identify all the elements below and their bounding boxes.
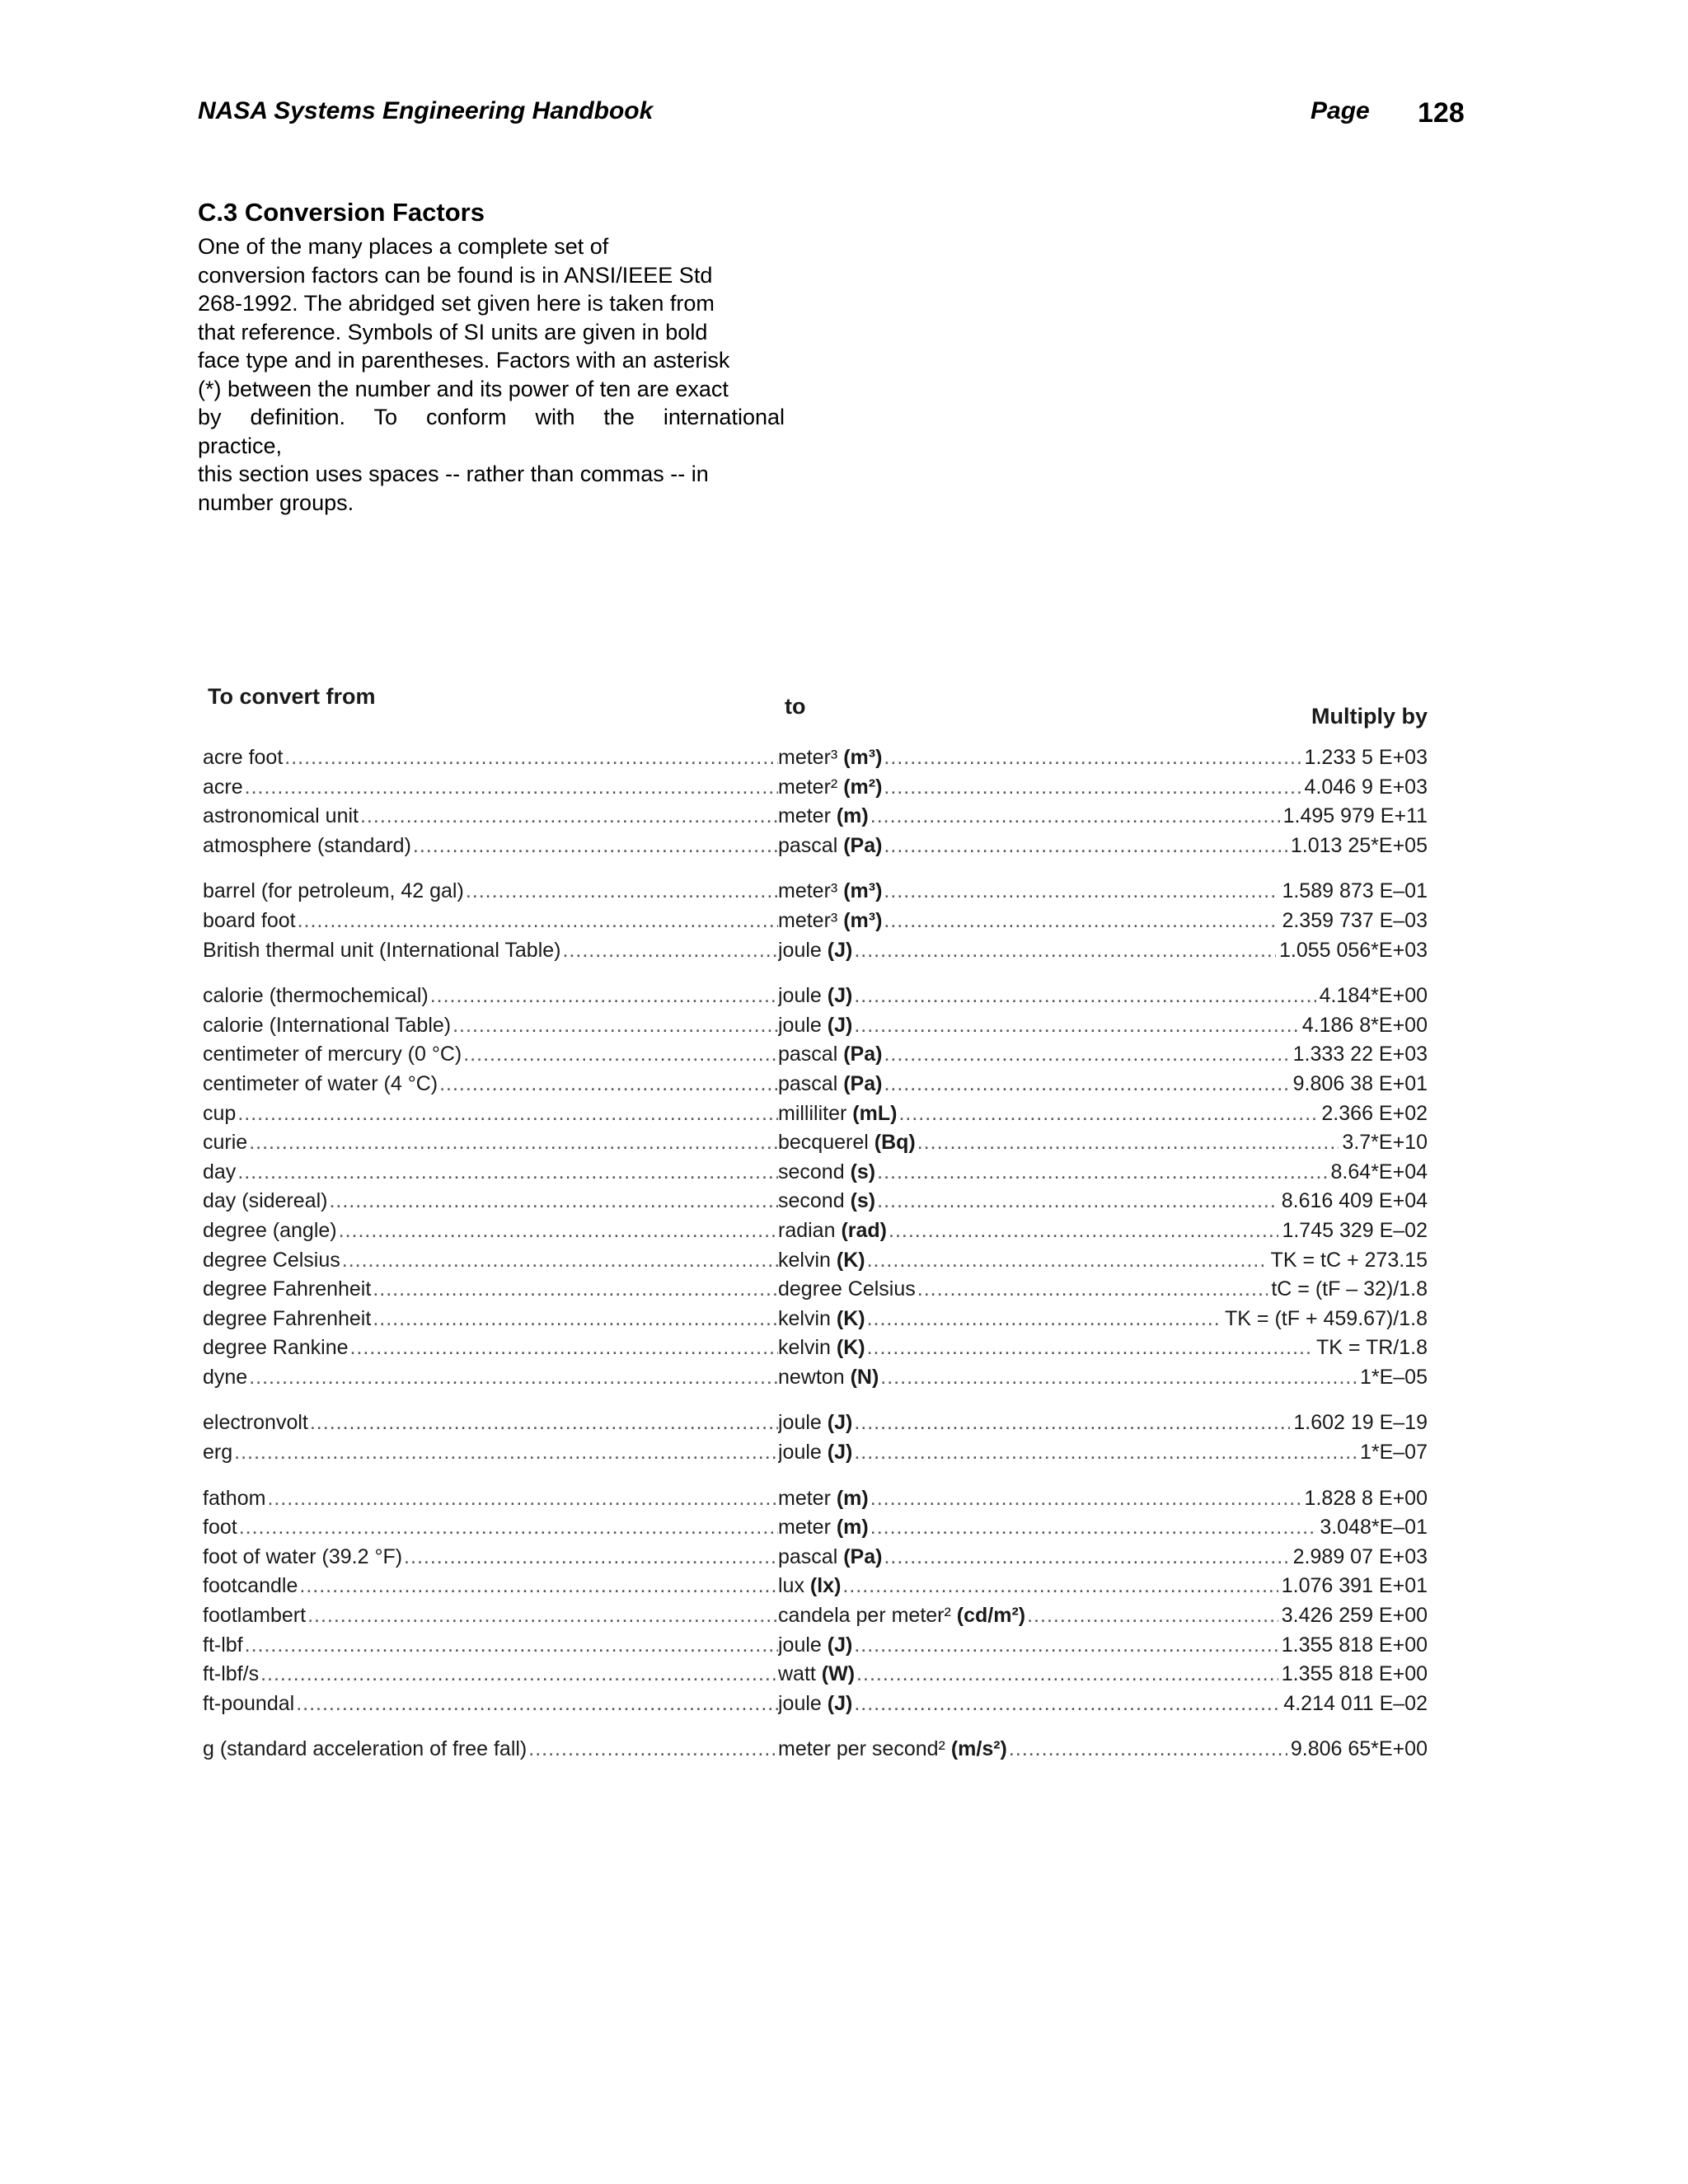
from-unit: board foot: [203, 908, 296, 932]
to-unit: [778, 909, 884, 932]
si-symbol: (mL): [852, 1101, 898, 1125]
to-unit-name: meter³: [778, 908, 844, 932]
table-row: [191, 1660, 1428, 1690]
to-unit-cell: [778, 1128, 1404, 1158]
from-unit-cell: [203, 1187, 780, 1216]
from-unit-cell: [203, 1408, 780, 1438]
si-symbol: (m³): [843, 908, 883, 932]
to-unit-name: radian: [778, 1218, 842, 1242]
multiply-factor: 4.214 011 E–02: [1280, 1690, 1428, 1719]
table-row: [191, 1333, 1428, 1363]
to-unit-cell: [778, 1158, 1404, 1188]
header-to: to: [785, 694, 806, 719]
si-symbol: (Bq): [874, 1131, 916, 1155]
multiply-factor: 8.64*E+04: [1328, 1158, 1428, 1188]
to-unit-name: pascal: [778, 1071, 844, 1095]
from-unit: centimeter of water (4 °C): [203, 1071, 438, 1095]
table-body: [191, 743, 1428, 1765]
from-unit: ft-poundal: [203, 1691, 295, 1715]
intro-line: 268-1992. The abridged set given here is taken from: [198, 291, 715, 316]
intro-line: face type and in parentheses. Factors with an asterisk: [198, 348, 730, 373]
si-symbol: (Pa): [843, 833, 883, 857]
from-unit: calorie (thermochemical): [203, 984, 429, 1008]
from-unit: barrel (for petroleum, 42 gal): [203, 879, 464, 903]
multiply-factor: 1.013 25*E+05: [1287, 832, 1428, 861]
to-unit-name: milliliter: [778, 1101, 853, 1125]
to-unit: [778, 1307, 867, 1330]
to-unit: [778, 1737, 1009, 1760]
table-row: [191, 1305, 1428, 1334]
to-unit: [778, 746, 884, 769]
to-unit-name: meter³: [778, 746, 844, 769]
table-group: [191, 877, 1428, 965]
table-group: [191, 743, 1428, 860]
table-row: [191, 1246, 1428, 1276]
table-row: [191, 1484, 1428, 1514]
to-unit-cell: [778, 1363, 1404, 1393]
from-unit: erg: [203, 1441, 233, 1465]
multiply-factor: 2.359 737 E–03: [1278, 907, 1428, 936]
si-symbol: (J): [827, 938, 853, 962]
to-unit: [778, 1043, 884, 1066]
to-unit-cell: [778, 1333, 1404, 1363]
to-unit: [778, 1014, 854, 1037]
table-group: [191, 1484, 1428, 1719]
from-unit-cell: [203, 1543, 780, 1572]
multiply-factor: tC = (tF – 32)/1.8: [1268, 1275, 1428, 1305]
si-symbol: (m³): [843, 879, 883, 903]
multiply-factor: 1.355 818 E+00: [1278, 1631, 1428, 1661]
from-unit: day (sidereal): [203, 1189, 328, 1213]
table-row: [191, 1438, 1428, 1468]
si-symbol: (J): [827, 1441, 853, 1465]
multiply-factor: 1.055 056*E+03: [1276, 936, 1428, 966]
to-unit: [778, 834, 884, 857]
from-unit-cell: [203, 1513, 780, 1543]
to-unit-cell: [778, 1099, 1404, 1129]
to-unit: [778, 984, 854, 1007]
intro-line: number groups.: [198, 490, 354, 515]
multiply-factor: 2.366 E+02: [1318, 1099, 1428, 1129]
si-symbol: (rad): [841, 1218, 888, 1242]
from-unit-cell: [203, 907, 780, 936]
to-unit: [778, 1516, 870, 1539]
multiply-factor: 4.186 8*E+00: [1299, 1011, 1428, 1041]
from-unit: g (standard acceleration of free fall): [203, 1737, 528, 1761]
to-unit: [778, 1249, 867, 1272]
table-row: [191, 1040, 1428, 1070]
table-row: [191, 982, 1428, 1011]
to-unit: [778, 1277, 917, 1301]
intro-line: practice,: [198, 433, 283, 458]
to-unit-name: becquerel: [778, 1131, 874, 1155]
to-unit: [778, 1633, 854, 1657]
from-unit-cell: [203, 1735, 780, 1765]
to-unit: [778, 1441, 854, 1464]
si-symbol: (J): [827, 1691, 853, 1715]
table-row: [191, 1216, 1428, 1246]
from-unit: degree Celsius: [203, 1248, 340, 1272]
multiply-factor: 3.426 259 E+00: [1278, 1601, 1428, 1631]
si-symbol: (m²): [843, 775, 883, 799]
intro-line: (*) between the number and its power of ten are exact: [198, 376, 729, 401]
to-unit: [778, 1366, 880, 1389]
to-unit: [778, 1692, 854, 1715]
to-unit: [778, 1102, 898, 1125]
from-unit-cell: [203, 1438, 780, 1468]
to-unit-name: kelvin: [778, 1248, 837, 1272]
table-group: [191, 1735, 1428, 1765]
to-unit-cell: [778, 982, 1404, 1011]
from-unit-cell: [203, 1305, 780, 1334]
to-unit: [778, 1604, 1027, 1627]
from-unit-cell: [203, 1158, 780, 1188]
to-unit-name: joule: [778, 1633, 828, 1657]
to-unit: [778, 804, 870, 827]
to-unit: [778, 1189, 877, 1212]
from-unit: acre foot: [203, 746, 284, 769]
to-unit-name: pascal: [778, 833, 844, 857]
from-unit-cell: [203, 1363, 780, 1393]
si-symbol: (N): [850, 1365, 879, 1389]
from-unit-cell: [203, 802, 780, 832]
table-row: [191, 1572, 1428, 1601]
from-unit: curie: [203, 1131, 248, 1155]
table-row: [191, 1543, 1428, 1572]
from-unit-cell: [203, 982, 780, 1011]
to-unit-name: meter: [778, 1486, 837, 1510]
multiply-factor: 9.806 65*E+00: [1287, 1735, 1428, 1765]
to-unit-cell: [778, 1438, 1404, 1468]
from-unit: atmosphere (standard): [203, 833, 411, 857]
table-row: [191, 907, 1428, 936]
to-unit-name: meter: [778, 804, 837, 828]
table-header: [191, 684, 1428, 743]
table-row: [191, 773, 1428, 803]
intro-line: by definition. To conform with the international: [198, 405, 785, 429]
page-label: Page: [1311, 97, 1370, 124]
multiply-factor: 1*E–07: [1357, 1438, 1428, 1468]
multiply-factor: 8.616 409 E+04: [1278, 1187, 1428, 1216]
section-heading: C.3 Conversion Factors: [198, 198, 485, 227]
from-unit-cell: [203, 773, 780, 803]
from-unit: footlambert: [203, 1604, 307, 1628]
table-row: [191, 877, 1428, 907]
si-symbol: (m): [836, 1486, 869, 1510]
table-row: [191, 1011, 1428, 1041]
from-unit-cell: [203, 1246, 780, 1276]
multiply-factor: 9.806 38 E+01: [1290, 1070, 1428, 1099]
to-unit-name: joule: [778, 1013, 828, 1037]
conversion-table: [191, 684, 1428, 1781]
to-unit: [778, 1160, 877, 1183]
multiply-factor: 1*E–05: [1357, 1363, 1428, 1393]
si-symbol: (s): [850, 1189, 876, 1213]
si-symbol: (s): [850, 1160, 876, 1183]
multiply-factor: 3.7*E+10: [1339, 1128, 1428, 1158]
si-symbol: (J): [827, 1633, 853, 1657]
to-unit-name: watt: [778, 1662, 822, 1686]
from-unit-cell: [203, 1660, 780, 1690]
from-unit-cell: [203, 1333, 780, 1363]
to-unit-name: newton: [778, 1365, 851, 1389]
to-unit: [778, 939, 854, 962]
multiply-factor: 4.184*E+00: [1316, 982, 1428, 1011]
from-unit-cell: [203, 877, 780, 907]
multiply-factor: 1.076 391 E+01: [1278, 1572, 1428, 1601]
to-unit: [778, 1131, 917, 1154]
table-row: [191, 1187, 1428, 1216]
si-symbol: (J): [827, 1013, 853, 1037]
from-unit: degree Fahrenheit: [203, 1306, 372, 1330]
table-group: [191, 1408, 1428, 1467]
to-unit-name: meter²: [778, 775, 844, 799]
to-unit: [778, 776, 884, 799]
from-unit-cell: [203, 1275, 780, 1305]
from-unit-cell: [203, 936, 780, 966]
header-multiply-by: Multiply by: [1311, 704, 1428, 729]
to-unit: [778, 1545, 884, 1568]
to-unit: [778, 1487, 870, 1510]
intro-line: that reference. Symbols of SI units are given in bold: [198, 319, 708, 344]
si-symbol: (m/s²): [950, 1737, 1007, 1761]
si-symbol: (Pa): [843, 1544, 883, 1568]
si-symbol: (cd/m²): [956, 1604, 1026, 1628]
table-group: [191, 982, 1428, 1392]
table-row: [191, 743, 1428, 773]
multiply-factor: TK = (tF + 459.67)/1.8: [1221, 1305, 1428, 1334]
table-row: [191, 1363, 1428, 1393]
table-row: [191, 1099, 1428, 1129]
to-unit-name: meter: [778, 1516, 837, 1540]
to-unit-name: joule: [778, 1441, 828, 1465]
si-symbol: (K): [836, 1248, 865, 1272]
from-unit: acre: [203, 775, 243, 799]
table-row: [191, 1128, 1428, 1158]
to-unit-cell: [778, 1513, 1404, 1543]
table-row: [191, 1158, 1428, 1188]
to-unit: [778, 1411, 854, 1434]
from-unit: calorie (International Table): [203, 1013, 452, 1037]
table-row: [191, 832, 1428, 861]
to-unit: [778, 1336, 867, 1359]
to-unit-name: kelvin: [778, 1306, 837, 1330]
from-unit: British thermal unit (International Table): [203, 938, 561, 962]
from-unit-cell: [203, 1631, 780, 1661]
table-row: [191, 1690, 1428, 1719]
table-row: [191, 1631, 1428, 1661]
from-unit: fathom: [203, 1486, 266, 1510]
from-unit-cell: [203, 1690, 780, 1719]
to-unit-name: second: [778, 1189, 851, 1213]
multiply-factor: 1.333 22 E+03: [1290, 1040, 1428, 1070]
to-unit-name: pascal: [778, 1544, 844, 1568]
from-unit: footcandle: [203, 1574, 298, 1598]
from-unit-cell: [203, 1040, 780, 1070]
multiply-factor: 1.602 19 E–19: [1290, 1408, 1428, 1438]
from-unit-cell: [203, 743, 780, 773]
si-symbol: (K): [836, 1306, 865, 1330]
from-unit: day: [203, 1160, 237, 1183]
si-symbol: (m): [836, 1516, 869, 1540]
multiply-factor: 3.048*E–01: [1316, 1513, 1428, 1543]
from-unit: degree Fahrenheit: [203, 1277, 372, 1301]
multiply-factor: TK = tC + 273.15: [1268, 1246, 1428, 1276]
from-unit: astronomical unit: [203, 804, 359, 828]
multiply-factor: 1.355 818 E+00: [1278, 1660, 1428, 1690]
to-unit: [778, 1072, 884, 1095]
to-unit: [778, 1219, 889, 1242]
si-symbol: (Pa): [843, 1071, 883, 1095]
table-row: [191, 802, 1428, 832]
si-symbol: (m): [836, 804, 869, 828]
from-unit: degree (angle): [203, 1218, 337, 1242]
multiply-factor: 1.495 979 E+11: [1280, 802, 1428, 832]
to-unit-name: meter³: [778, 879, 844, 903]
si-symbol: (m³): [843, 746, 883, 769]
from-unit-cell: [203, 1572, 780, 1601]
to-unit-name: kelvin: [778, 1336, 837, 1360]
to-unit-name: degree Celsius: [778, 1277, 916, 1301]
table-row: [191, 1070, 1428, 1099]
from-unit: centimeter of mercury (0 °C): [203, 1043, 462, 1066]
multiply-factor: TK = TR/1.8: [1313, 1333, 1428, 1363]
from-unit: dyne: [203, 1365, 248, 1389]
to-unit-name: pascal: [778, 1043, 844, 1066]
to-unit: [778, 879, 884, 902]
header-convert-from: To convert from: [208, 684, 376, 709]
from-unit-cell: [203, 1128, 780, 1158]
from-unit-cell: [203, 1070, 780, 1099]
from-unit-cell: [203, 1011, 780, 1041]
table-row: [191, 1275, 1428, 1305]
multiply-factor: 4.046 9 E+03: [1301, 773, 1428, 803]
si-symbol: (Pa): [843, 1043, 883, 1066]
from-unit: cup: [203, 1101, 237, 1125]
from-unit: ft-lbf/s: [203, 1662, 260, 1686]
to-unit-name: joule: [778, 938, 828, 962]
table-row: [191, 1408, 1428, 1438]
to-unit-name: second: [778, 1160, 851, 1183]
table-row: [191, 1601, 1428, 1631]
from-unit: ft-lbf: [203, 1633, 243, 1657]
table-row: [191, 936, 1428, 966]
si-symbol: (J): [827, 984, 853, 1008]
multiply-factor: 1.233 5 E+03: [1301, 743, 1428, 773]
to-unit-name: joule: [778, 1411, 828, 1435]
intro-line: this section uses spaces -- rather than commas -- in: [198, 462, 709, 486]
from-unit: foot: [203, 1516, 237, 1540]
from-unit-cell: [203, 832, 780, 861]
from-unit: electronvolt: [203, 1411, 308, 1435]
from-unit: foot of water (39.2 °F): [203, 1544, 403, 1568]
from-unit-cell: [203, 1099, 780, 1129]
si-symbol: (lx): [809, 1574, 842, 1598]
intro-paragraph: [198, 232, 785, 517]
si-symbol: (K): [836, 1336, 865, 1360]
to-unit-name: joule: [778, 1691, 828, 1715]
si-symbol: (J): [827, 1411, 853, 1435]
intro-line: conversion factors can be found is in ANSI/IEEE Std: [198, 262, 713, 288]
from-unit-cell: [203, 1601, 780, 1631]
page-number: 128: [1418, 97, 1465, 129]
to-unit: [778, 1662, 856, 1685]
multiply-factor: 1.589 873 E–01: [1278, 877, 1428, 907]
to-unit-name: meter per second²: [778, 1737, 951, 1761]
to-unit-name: joule: [778, 984, 828, 1008]
table-row: [191, 1513, 1428, 1543]
to-unit-name: candela per meter²: [778, 1604, 957, 1628]
intro-line: One of the many places a complete set of: [198, 234, 609, 259]
to-unit-name: lux: [778, 1574, 810, 1598]
multiply-factor: 2.989 07 E+03: [1290, 1543, 1428, 1572]
from-unit: degree Rankine: [203, 1336, 349, 1360]
to-unit: [778, 1574, 842, 1597]
multiply-factor: 1.828 8 E+00: [1301, 1484, 1428, 1514]
from-unit-cell: [203, 1216, 780, 1246]
table-row: [191, 1735, 1428, 1765]
multiply-factor: 1.745 329 E–02: [1278, 1216, 1428, 1246]
document-title: NASA Systems Engineering Handbook: [198, 97, 654, 124]
from-unit-cell: [203, 1484, 780, 1514]
si-symbol: (W): [821, 1662, 856, 1686]
